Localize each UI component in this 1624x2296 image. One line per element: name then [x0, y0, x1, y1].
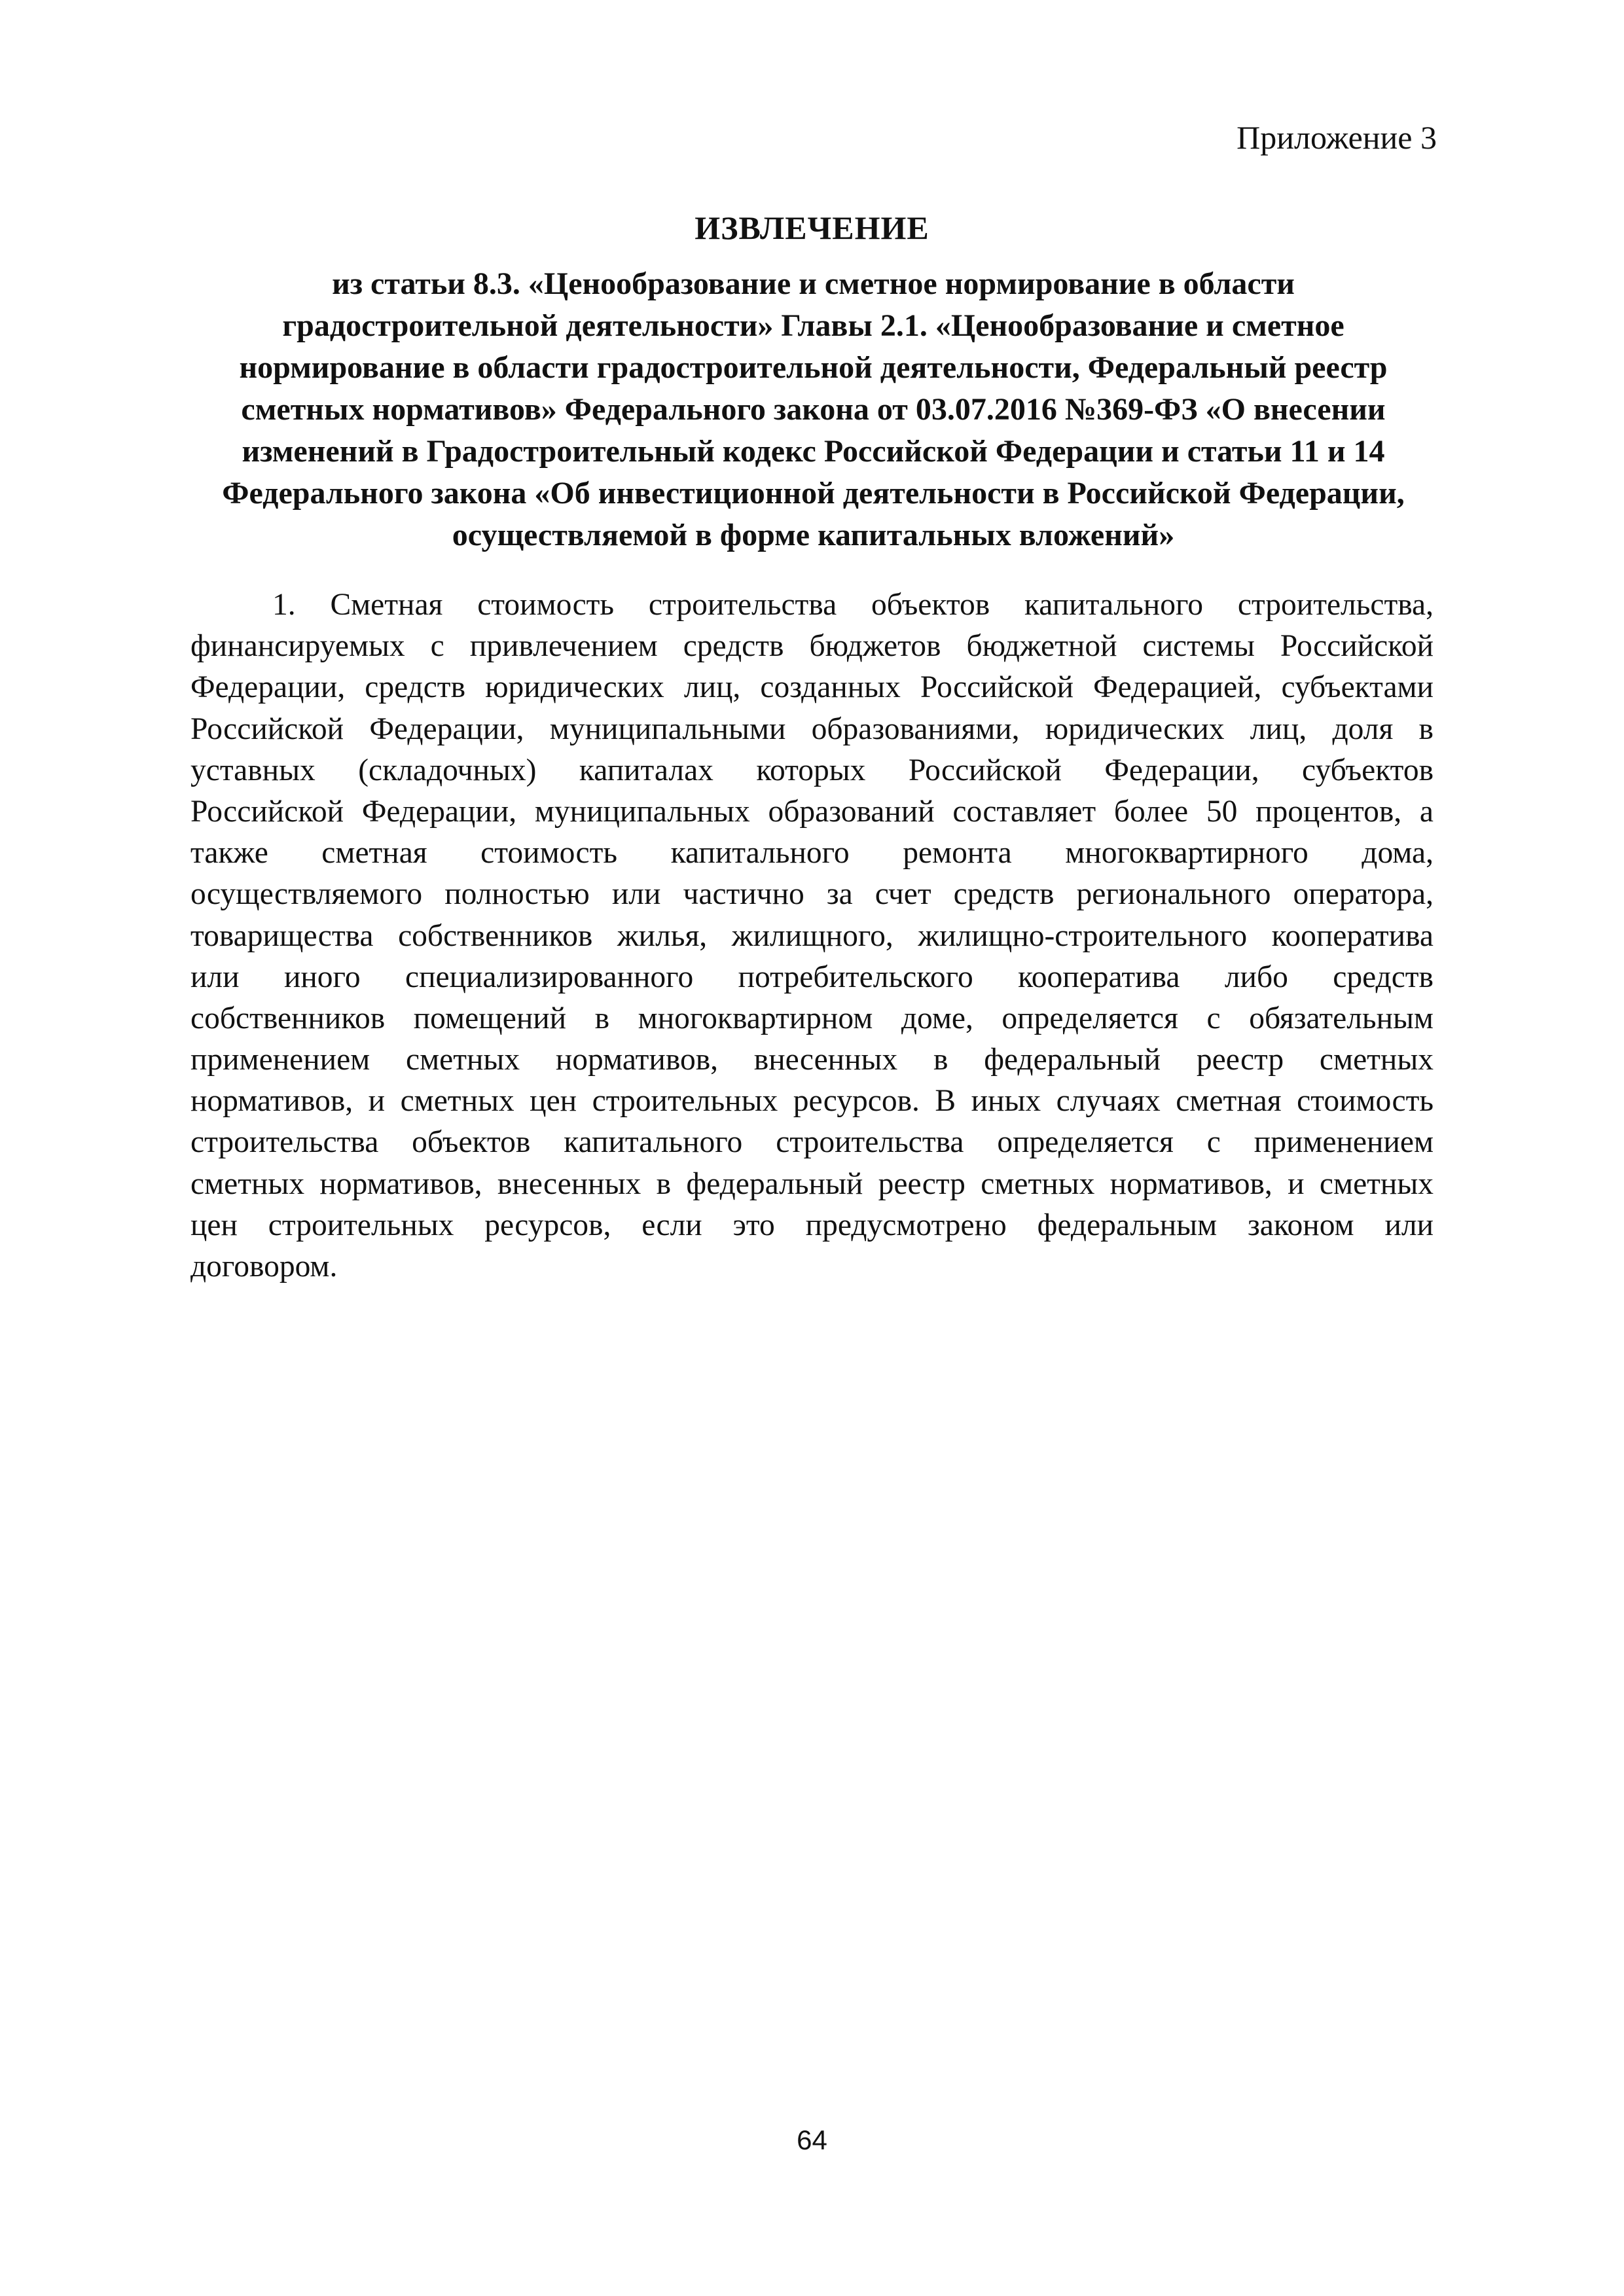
- subtitle-line: осуществляемой в форме капитальных вложений»: [452, 518, 1175, 552]
- paragraph-line: применением сметных нормативов, внесенных в федеральный реестр сметных: [190, 1043, 1434, 1077]
- paragraph-line: осуществляемого полностью или частично за счет средств регионального оператора,: [190, 877, 1434, 912]
- subtitle-line: Федерального закона «Об инвестиционной деятельности в Российской Федерации,: [222, 476, 1405, 511]
- paragraph-line: договором.: [190, 1249, 338, 1283]
- subtitle-line: градостроительной деятельности» Главы 2.1. «Ценообразование и сметное: [282, 308, 1344, 343]
- paragraph-line: Федерации, средств юридических лиц, созданных Российской Федерацией, субъектами: [190, 670, 1434, 705]
- paragraph-line: или иного специализированного потребительского кооператива либо средств: [190, 960, 1434, 994]
- document-subtitle: [190, 263, 1437, 556]
- paragraph-line: нормативов, и сметных цен строительных ресурсов. В иных случаях сметная стоимость: [190, 1084, 1434, 1119]
- body-paragraph: [190, 584, 1434, 1287]
- subtitle-line: изменений в Градостроительный кодекс Российской Федерации и статьи 11 и 14: [242, 434, 1385, 469]
- subtitle-line: сметных нормативов» Федерального закона от 03.07.2016 №369-ФЗ «О внесении: [241, 392, 1386, 427]
- subtitle-line: из статьи 8.3. «Ценообразование и сметное нормирование в области: [332, 266, 1295, 301]
- page-number: 64: [797, 2125, 827, 2155]
- subtitle-line: нормирование в области градостроительной деятельности, Федеральный реестр: [239, 350, 1388, 385]
- document-title: ИЗВЛЕЧЕНИЕ: [695, 209, 929, 246]
- paragraph-line: Российской Федерации, муниципальными образованиями, юридических лиц, доля в: [190, 711, 1434, 746]
- paragraph-line: собственников помещений в многоквартирном доме, определяется с обязательным: [190, 1001, 1434, 1035]
- paragraph-line: также сметная стоимость капитального ремонта многоквартирного дома,: [190, 836, 1434, 870]
- paragraph-line: товарищества собственников жилья, жилищного, жилищно-строительного кооператива: [190, 918, 1434, 953]
- paragraph-line: сметных нормативов, внесенных в федеральный реестр сметных нормативов, и сметных: [190, 1166, 1434, 1201]
- paragraph-line: уставных (складочных) капиталах которых Российской Федерации, субъектов: [190, 753, 1434, 787]
- paragraph-line: финансируемых с привлечением средств бюджетов бюджетной системы Российской: [190, 629, 1434, 664]
- paragraph-line: цен строительных ресурсов, если это предусмотрено федеральным законом или: [190, 1208, 1434, 1242]
- paragraph-line: строительства объектов капитального строительства определяется с применением: [190, 1125, 1434, 1160]
- paragraph-line: Российской Федерации, муниципальных образований составляет более 50 процентов, а: [190, 794, 1434, 829]
- paragraph-line: 1. Сметная стоимость строительства объектов капитального строительства,: [272, 588, 1434, 622]
- appendix-label: Приложение 3: [1236, 119, 1437, 156]
